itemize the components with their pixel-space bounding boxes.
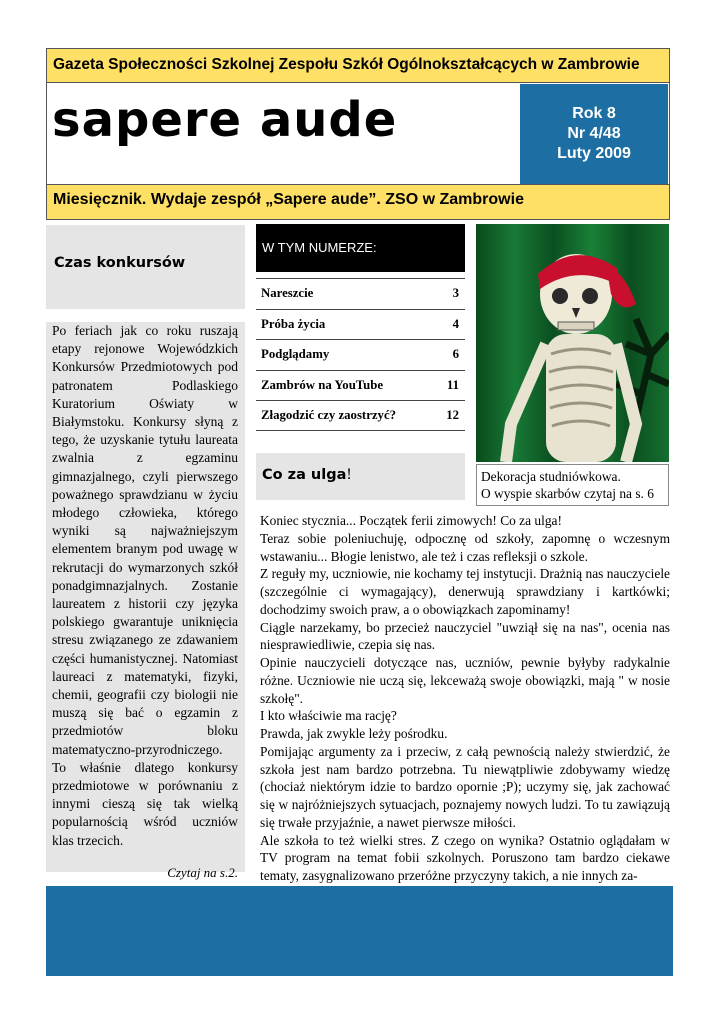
footer-band — [46, 886, 673, 976]
toc-item-page: 3 — [452, 286, 459, 300]
issue-year: Rok 8 — [572, 105, 616, 122]
toc-item[interactable] — [256, 278, 465, 309]
toc-item[interactable] — [256, 339, 465, 370]
photo-caption-line1: Dekoracja studniówkowa. — [481, 469, 621, 484]
header-top-line: Gazeta Społeczności Szkolnej Zespołu Szkół Ogólnokształcących w Zambrowie — [46, 48, 670, 83]
article-paragraph: Ciągle narzekamy, bo przecież nauczyciel "uwziął się na nas", ocenia nas niesprawiedliwie, czepia się nas. — [260, 619, 670, 653]
toc-heading: W TYM NUMERZE: — [256, 224, 465, 272]
issue-number: Nr 4/48 — [567, 125, 621, 142]
left-article-heading: Czas konkursów — [46, 225, 245, 309]
photo-caption-line2: O wyspie skarbów czytaj na s. 6 — [481, 486, 654, 501]
photo-caption — [476, 464, 669, 506]
skeleton-illustration — [476, 224, 669, 462]
skeleton-photo — [476, 224, 669, 462]
issue-info — [520, 84, 668, 185]
toc-item-page: 6 — [452, 347, 459, 361]
main-article-heading-mark: ! — [346, 466, 352, 483]
article-paragraph: Teraz sobie poleniuchuję, odpocznę od szkoły, zapomnę o wczesnym wstawaniu... Błogie lenistwo, ale też i czas refleksji o szkole. — [260, 530, 670, 564]
toc-list — [256, 278, 465, 431]
toc-item[interactable] — [256, 309, 465, 340]
toc-item-title: Złagodzić czy zaostrzyć? — [261, 408, 397, 422]
article-paragraph: Koniec stycznia... Początek ferii zimowych! Co za ulga! — [260, 513, 562, 528]
article-paragraph: Opinie nauczycieli dotyczące nas, uczniów, pewnie byłyby radykalnie różne. Uczniowie nie uczą się, lekceważą swoje obowiązki, mają " w nosie szkołę". — [260, 655, 670, 706]
left-article-body: Po feriach jak co roku ruszają etapy rejonowe Wojewódzkich Konkursów Przedmiotowych pod patronatem Podlaskiego Kuratorium Oświaty w Białymstoku. Konkursy słyną z tego, że uzyskanie tytułu laureata zwalnia z egzaminu gimnazjalnego, czyli pierwszego poważnego sprawdzianu w życiu młodego człowieka, którego wyniki są najważniejszym elementem branym pod uwagę w rekrutacji do wymarzonych szkół ponadgimnazjalnych. Zostanie laureatem z historii czy języka polskiego gwarantuje uniknięcia stresu związanego ze zdawaniem części humanistycznej. Natomiast laureaci z matematyki, fizyki, chemii, geografii czy biologii nie muszą się bać o egzamin z przedmiotów bloku matematyczno-przyrodniczego. To właśnie dlatego konkursy przedmiotowe w porównaniu z innymi cieszą się tak wielką popularnością wśród uczniów klas trzecich. — [52, 323, 238, 848]
toc-item-page: 4 — [452, 316, 459, 331]
toc-item-page: 11 — [446, 377, 459, 392]
toc-item[interactable] — [256, 370, 465, 401]
issue-date: Luty 2009 — [557, 145, 631, 162]
toc-item-page: 12 — [446, 408, 459, 422]
article-paragraph: Prawda, jak zwykle leży pośrodku. — [260, 726, 448, 741]
main-article — [260, 512, 670, 903]
article-paragraph: Ale szkoła to też wielki stres. Z czego on wynika? Ostatnio oglądałam w TV program na temat fobii szkolnych. Poruszono tam bardzo ciekawe tematy, zasygnalizowano przeróżne przyczyny takich, a nie innych za- — [260, 832, 670, 883]
toc-item-title: Nareszcie — [261, 286, 314, 300]
left-article-continued: Czytaj na s.2. — [167, 864, 238, 880]
toc-item-title: Zambrów na YouTube — [261, 377, 384, 392]
article-paragraph: Z reguły my, uczniowie, nie kochamy tej instytucji. Drażnią nas nauczyciele (szczególnie ci wymagający), denerwują sprawdziany i kartkówki; dochodzimy swoich praw, a o obowiązkach zapominamy! — [260, 566, 670, 617]
toc-item[interactable] — [256, 400, 465, 431]
header-subtitle: Miesięcznik. Wydaje zespół „Sapere aude”. ZSO w Zambrowie — [46, 184, 670, 220]
article-paragraph: I kto właściwie ma rację? — [260, 708, 397, 724]
left-article — [46, 322, 245, 880]
toc-item-title: Próba życia — [261, 316, 326, 331]
toc-item-title: Podglądamy — [261, 347, 330, 361]
main-article-heading-text: Co za ulga — [262, 467, 347, 483]
article-paragraph: Pomijając argumenty za i przeciw, z całą pewnością należy stwierdzić, że szkoła jest nam bardzo potrzebna. Tu niewątpliwie zdobywamy wiedzę (chociaż niektórym idzie to bardzo opornie ;P); uczymy się, jak zachować się w najróżniejszych sytuacjach, poznajemy nowych ludzi. To tu zawiązują się trwałe przyjaźnie, a nawet pierwsze miłości. — [260, 743, 670, 830]
main-article-heading — [256, 453, 465, 500]
newspaper-title: sapere aude — [52, 92, 398, 148]
